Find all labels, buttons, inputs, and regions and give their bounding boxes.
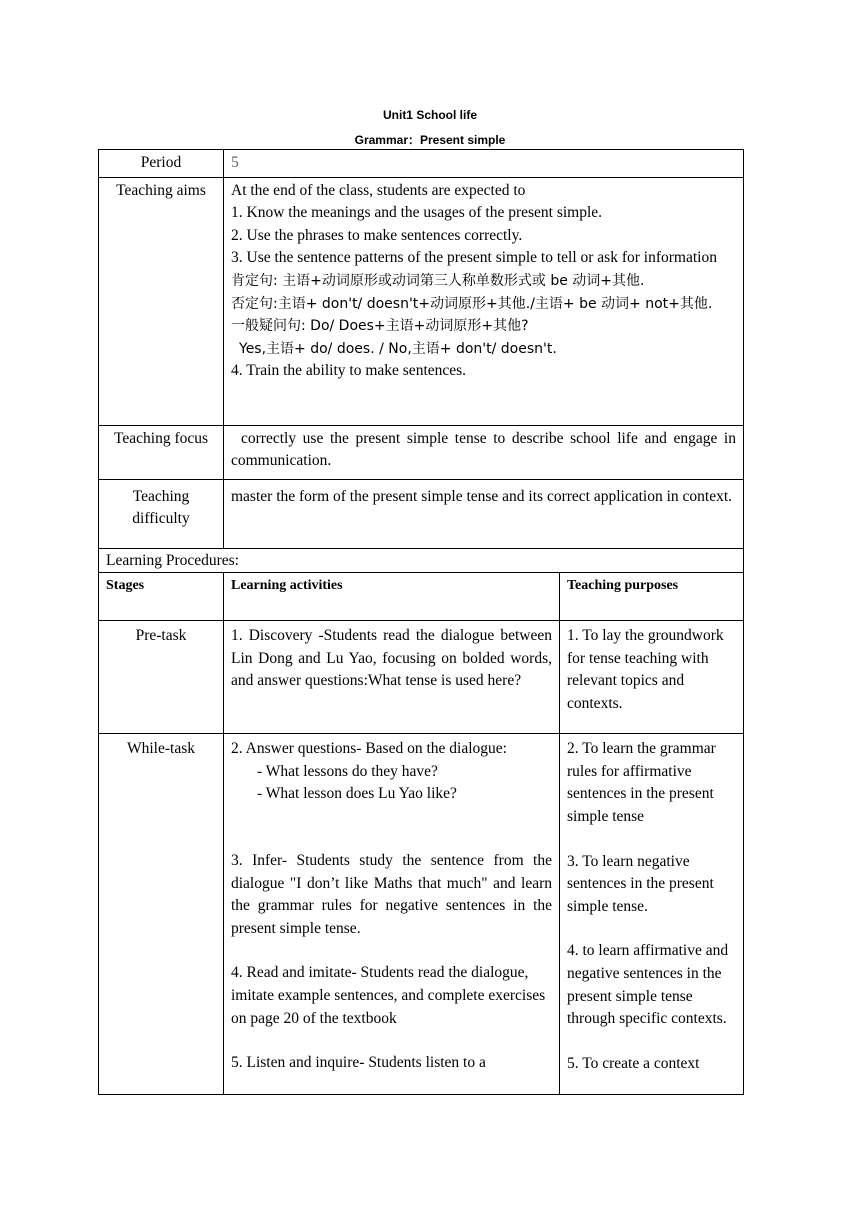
aims-line: Yes,主语+ do/ does. / No,主语+ don't/ doesn't. [239, 340, 557, 357]
activity-3: 3. Infer- Students study the sentence from the dialogue "I don’t like Maths that much" and learn the grammar rules for negative sentences in the present simple tense. [231, 851, 552, 937]
document-subtitle: Grammar：Present simple [354, 133, 506, 147]
document-title: Unit1 School life [382, 108, 477, 122]
aims-line: 2. Use the phrases to make sentences correctly. [231, 226, 523, 244]
purpose-5: 5. To create a context [567, 1054, 700, 1072]
while-task-purposes [560, 734, 744, 1095]
header-stages: Stages [99, 573, 224, 621]
difficulty-label-line: Teaching [132, 487, 190, 505]
difficulty-label-line: difficulty [132, 510, 190, 528]
aims-line: 一般疑问句: Do/ Does+主语+动词原形+其他? [231, 318, 529, 335]
period-row [99, 150, 744, 178]
aims-label: Teaching aims [99, 177, 224, 425]
while-task-activities [224, 734, 560, 1095]
procedures-header-row [99, 573, 744, 621]
aims-row [99, 177, 744, 425]
purpose-2: 2. To learn the grammar rules for affirmative sentences in the present simple tense [567, 740, 716, 825]
activity-2-question: - What lessons do they have? [257, 762, 438, 780]
purpose-4: 4. to learn affirmative and negative sentences in the present simple tense through specific contexts. [567, 942, 729, 1028]
aims-line: 否定句:主语+ don't/ doesn't+动词原形+其他./主语+ be 动词+ not+其他. [231, 295, 713, 312]
focus-label: Teaching focus [99, 425, 224, 479]
aims-content [224, 177, 744, 425]
period-label: Period [99, 150, 224, 178]
aims-line: At the end of the class, students are expected to [231, 181, 526, 199]
activity-5: 5. Listen and inquire- Students listen to a [231, 1054, 486, 1072]
procedures-title-row [99, 548, 744, 573]
pre-task-stage: Pre-task [99, 621, 224, 734]
pre-task-purpose: 1. To lay the groundwork for tense teaching with relevant topics and contexts. [560, 621, 744, 734]
while-task-stage: While-task [99, 734, 224, 1095]
header-purposes: Teaching purposes [560, 573, 744, 621]
purpose-3: 3. To learn negative sentences in the present simple tense. [567, 852, 714, 915]
activity-2: 2. Answer questions- Based on the dialogue: [231, 740, 507, 758]
difficulty-text: master the form of the present simple tense and its correct application in context. [224, 479, 744, 548]
procedures-title: Learning Procedures: [99, 548, 744, 573]
activity-2-question: - What lesson does Lu Yao like? [257, 785, 457, 803]
pre-task-row [99, 621, 744, 734]
activity-4: 4. Read and imitate- Students read the dialogue, imitate example sentences, and complete exercises on page 20 of the textbook [231, 964, 546, 1027]
header-activities: Learning activities [224, 573, 560, 621]
focus-row [99, 425, 744, 479]
while-task-row [99, 734, 744, 1095]
focus-text: correctly use the present simple tense to describe school life and engage in communication. [224, 425, 744, 479]
aims-line: 肯定句: 主语+动词原形或动词第三人称单数形式或 be 动词+其他. [231, 272, 645, 289]
difficulty-row [99, 479, 744, 548]
pre-task-activity: 1. Discovery -Students read the dialogue between Lin Dong and Lu Yao, focusing on bolded words, and answer questions:What tense is used here? [224, 621, 560, 734]
aims-line: 4. Train the ability to make sentences. [231, 362, 467, 380]
aims-line: 3. Use the sentence patterns of the present simple to tell or ask for information [231, 249, 717, 267]
lesson-plan-table [98, 149, 744, 1095]
aims-line: 1. Know the meanings and the usages of the present simple. [231, 204, 603, 222]
period-value: 5 [224, 150, 744, 178]
difficulty-label [99, 479, 224, 548]
